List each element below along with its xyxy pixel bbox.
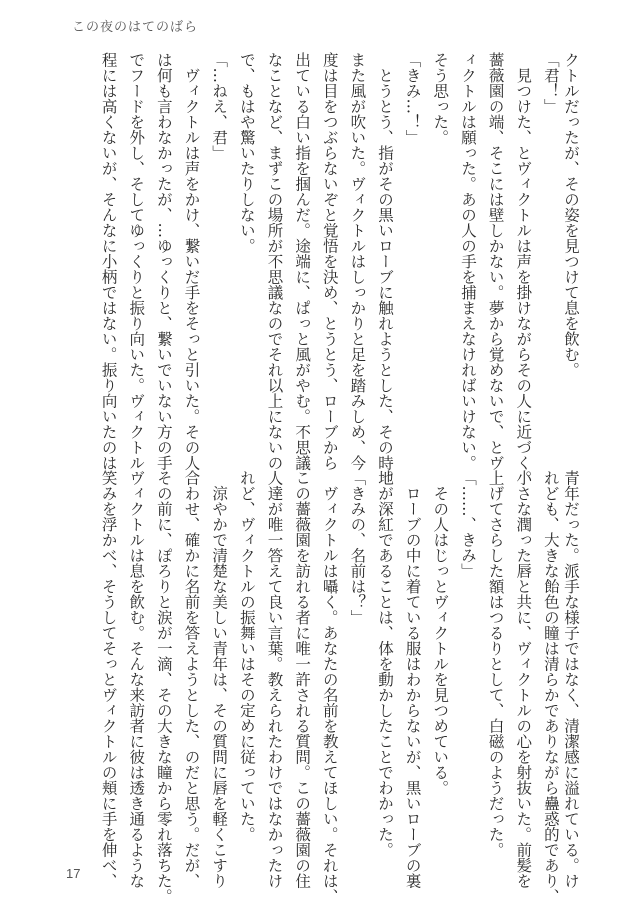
text-line: この薔薇園を訪れる者に唯一許される質問。この薔薇園の住 (293, 470, 312, 889)
text-line: 薔薇園の端、そこには壁しかない。夢から覚めないで、とヴ (486, 52, 505, 471)
text-line: 見つけた、とヴィクトルは声を掛けながらその人に近づく。 (514, 52, 533, 486)
text-line: れども、大きな飴色の瞳は清らかでありながら蠱惑的であり、 (541, 470, 560, 904)
text-line: 「…ねえ、君」 (210, 52, 229, 161)
lower-text-block (88, 470, 580, 904)
upper-text-block (88, 52, 580, 486)
text-line: 小さな潤った唇と共に、ヴィクトルの心を射抜いた。前髪を (514, 470, 533, 889)
running-title: この夜のはてのばら (72, 20, 199, 35)
text-line: 人達が唯一答えて良い言葉。教えられたわけではなかったけ (265, 470, 284, 889)
text-line: その人はじっとヴィクトルを見つめている。 (431, 470, 450, 796)
text-line: 程には高くないが、そんなに小柄ではない。振り向いたのは (99, 52, 118, 471)
text-line: そう思った。 (431, 52, 450, 145)
text-line: 「きみ…！」 (403, 52, 422, 145)
text-line: 涼やかで清楚な美しい青年は、その質問に唇を軽くこすり (210, 470, 229, 889)
text-line: その前に、ぽろりと涙が一滴、その大きな瞳から零れ落ちた。 (154, 470, 173, 904)
text-line: 笑みを浮かべ、そうしてそっとヴィクトルの頬に手を伸べ、 (99, 470, 118, 889)
text-line: 合わせ、確かに名前を答えようとした、のだと思う。だが、 (182, 470, 201, 889)
text-line: クトルだったが、その姿を見つけて息を飲む。 (562, 52, 580, 378)
text-line: 地が深紅であることは、体を動かしたことでわかった。 (376, 470, 395, 858)
page-number: 17 (66, 866, 81, 881)
text-line: とうとう、指がその黒いローブに触れようとした、その時。 (376, 52, 395, 486)
text-line: は何も言わなかったが、…ゆっくりと、繋いでいない方の手 (154, 52, 173, 471)
text-line: 上げてさらした額はつるりとして、白磁のようだった。 (486, 470, 505, 858)
text-line: また風が吹いた。ヴィクトルはしっかりと足を踏みしめ、今 (348, 52, 367, 471)
text-line: でフードを外し、そしてゆっくりと振り向いた。ヴィクトル (127, 52, 146, 471)
text-line: ヴィクトルは声をかけ、繋いだ手をそっと引いた。その人 (182, 52, 201, 471)
text-line: ヴィクトルは囁く。あなたの名前を教えてほしい。それは、 (320, 470, 339, 904)
text-line: 青年だった。派手な様子ではなく、清潔感に溢れている。け (562, 470, 580, 889)
text-line: 出ている白い指を掴んだ。途端に、ぱっと風がやむ。不思議 (293, 52, 312, 471)
text-line: ィクトルは願った。あの人の手を捕まえなければいけない。 (458, 52, 477, 471)
text-line: なことなど、まずこの場所が不思議なのでそれ以上にないの (265, 52, 284, 471)
text-line: 「君！」 (541, 52, 560, 114)
text-line: れど、ヴィクトルの振舞いはその定めに従っていた。 (237, 470, 256, 842)
text-line: 「きみの、名前は？」 (348, 470, 367, 625)
text-line: ローブの中に着ている服はわからないが、黒いローブの裏 (403, 470, 422, 889)
text-line: で、もはや驚いたりしない。 (237, 52, 256, 254)
text-line: 度は目をつぶらないぞと覚悟を決め、とうとう、ローブから (320, 52, 339, 471)
text-line: 「……、きみ」 (458, 470, 477, 579)
text-line: ヴィクトルは息を飲む。そんな来訪者に彼は透き通るような (127, 470, 146, 889)
